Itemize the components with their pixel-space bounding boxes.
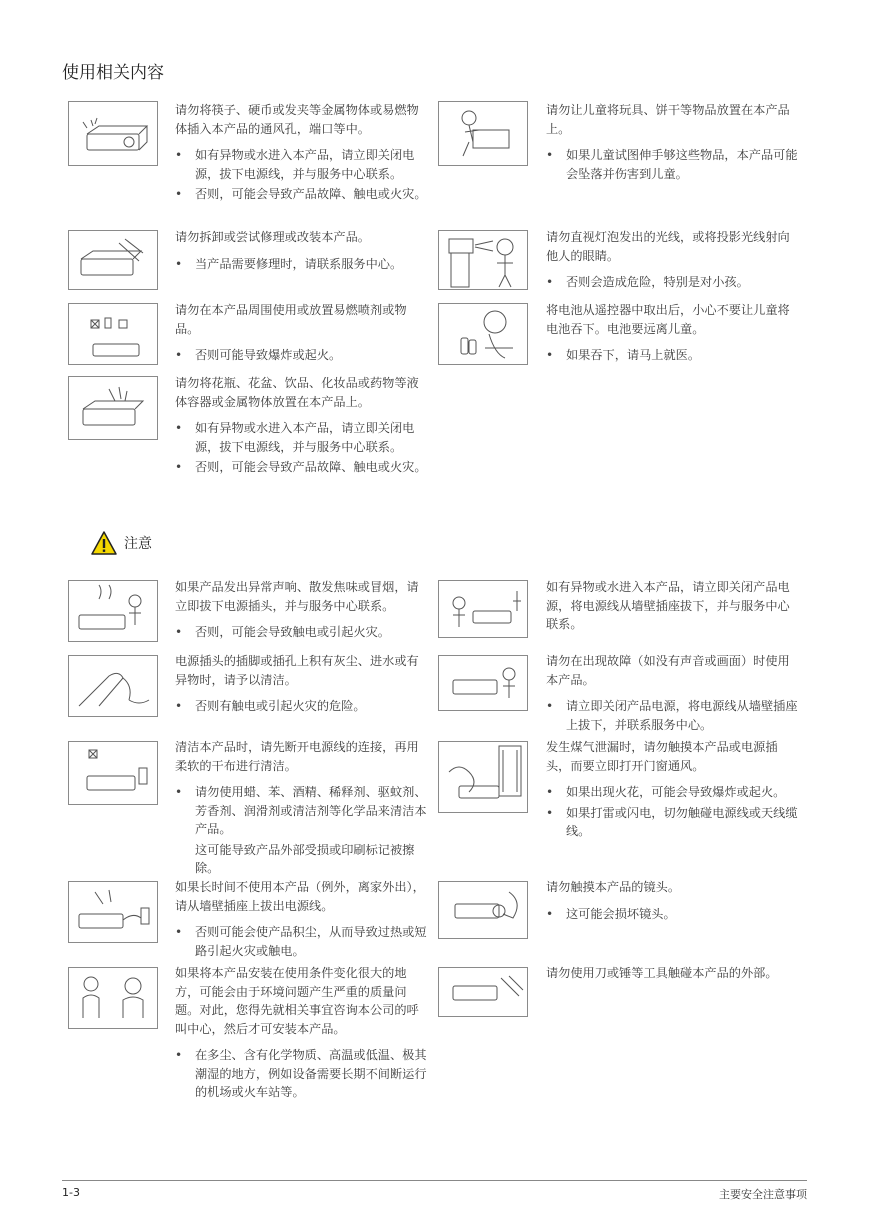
page-title: 使用相关内容 [62, 63, 164, 83]
flammable-spray-illustration [68, 303, 158, 365]
call-center-illustration [68, 967, 158, 1029]
cleaning-product-illustration [68, 741, 158, 805]
disassembly-illustration [68, 230, 158, 290]
caution-text: 如果产品发出异常声响、散发焦味或冒烟，请立即拔下电源插头，并与服务中心联系。 [175, 580, 419, 613]
bullet-item: • 请勿使用蜡、苯、酒精、稀释剂、驱蚊剂、芳香剂、润滑剂或清洁剂等化学品来清洁本产品。 [175, 783, 430, 839]
bullet-item: • 否则可能会使产品积尘，从而导致过热或短路引起火灾或触电。 [175, 923, 430, 960]
bullet-item: • 当产品需要修理时，请联系服务中心。 [175, 255, 430, 274]
caution-text: 如果将本产品安装在使用条件变化很大的地方，可能会由于环境问题产生严重的质量问题。对此，您得先就相关事宜咨询本公司的呼叫中心，然后才可安装本产品。 [175, 966, 419, 1036]
tools-illustration [438, 967, 528, 1017]
bullet-item: • 请立即关闭产品电源，将电源线从墙壁插座上拔下，并联系服务中心。 [546, 697, 801, 734]
caution-text: 如果长时间不使用本产品（例外，离家外出），请从墙壁插座上拔出电源线。 [175, 880, 425, 913]
caution-label: 注意 [124, 536, 152, 552]
projector-with-objects-illustration [68, 101, 158, 166]
touching-lens-illustration [438, 881, 528, 939]
caution-text: 清洁本产品时，请先断开电源线的连接，再用柔软的干布进行清洁。 [175, 740, 419, 773]
child-swallowing-battery-illustration [438, 303, 528, 365]
bullet-item: • 如果儿童试图伸手够这些物品，本产品可能会坠落并伤害到儿童。 [546, 146, 801, 183]
child-looking-at-light-illustration [438, 230, 528, 290]
warning-text: 将电池从遥控器中取出后，小心不要让儿童将电池吞下。电池要远离儿童。 [546, 303, 790, 336]
caution-heading [90, 530, 152, 556]
cleaning-plug-illustration [68, 655, 158, 717]
caution-text: 请勿触摸本产品的镜头。 [546, 880, 681, 894]
page-number: 1-3 [62, 1186, 80, 1199]
unplug-long-term-illustration [68, 881, 158, 943]
section-title: 主要安全注意事项 [719, 1188, 807, 1201]
warning-text: 请勿拆卸或尝试修理或改装本产品。 [175, 230, 370, 244]
bullet-item: • 这可能会损坏镜头。 [546, 905, 801, 924]
child-climbing-illustration [438, 101, 528, 166]
warning-text: 请勿直视灯泡发出的光线，或将投影光线射向他人的眼睛。 [546, 230, 790, 263]
bullet-item: • 否则会造成危险，特别是对小孩。 [546, 273, 801, 292]
bullet-item: • 否则，可能会导致产品故障、触电或火灾。 [175, 458, 430, 477]
bullet-item: • 如果打雷或闪电，切勿触碰电源线或天线缆线。 [546, 804, 801, 841]
malfunction-illustration [438, 655, 528, 711]
warning-text: 请勿将花瓶、花盆、饮品、化妆品或药物等液体容器或金属物体放置在本产品上。 [175, 376, 419, 409]
gas-leak-illustration [438, 741, 528, 813]
caution-text: 请勿使用刀或锤等工具触碰本产品的外部。 [546, 966, 778, 980]
bullet-item: • 否则可能导致爆炸或起火。 [175, 346, 430, 365]
liquid-container-illustration [68, 376, 158, 440]
warning-text: 请勿让儿童将玩具、饼干等物品放置在本产品上。 [546, 103, 790, 136]
bullet-continuation: 这可能导致产品外部受损或印刷标记被擦除。 [195, 842, 415, 875]
caution-text: 如有异物或水进入本产品，请立即关闭产品电源，将电源线从墙壁插座拔下，并与服务中心联系。 [546, 580, 790, 631]
unplug-wall-illustration [438, 580, 528, 638]
warning-text: 请勿将筷子、硬币或发夹等金属物体或易燃物体插入本产品的通风孔，端口等中。 [175, 103, 419, 136]
bullet-item: • 如果吞下，请马上就医。 [546, 346, 801, 365]
bullet-item: • 如有异物或水进入本产品，请立即关闭电源，拔下电源线，并与服务中心联系。 [175, 146, 430, 183]
bullet-item: • 在多尘、含有化学物质、高温或低温、极其潮湿的地方，例如设备需要长期不间断运行的机场或火车站等。 [175, 1046, 430, 1102]
footer-divider [62, 1180, 807, 1181]
bullet-item: • 如有异物或水进入本产品，请立即关闭电源，拔下电源线，并与服务中心联系。 [175, 419, 430, 456]
caution-text: 电源插头的插脚或插孔上积有灰尘、进水或有异物时，请予以清洁。 [175, 654, 419, 687]
bullet-item: • 否则，可能会导致触电或引起火灾。 [175, 623, 430, 642]
warning-triangle-icon [90, 530, 118, 556]
smoke-smell-illustration [68, 580, 158, 642]
warning-text: 请勿在本产品周围使用或放置易燃喷剂或物品。 [175, 303, 407, 336]
bullet-item: • 否则有触电或引起火灾的危险。 [175, 697, 430, 716]
caution-text: 发生煤气泄漏时，请勿触摸本产品或电源插头，而要立即打开门窗通风。 [546, 740, 778, 773]
bullet-item: • 否则，可能会导致产品故障、触电或火灾。 [175, 185, 430, 204]
caution-text: 请勿在出现故障（如没有声音或画面）时使用本产品。 [546, 654, 790, 687]
bullet-item: • 如果出现火花，可能会导致爆炸或起火。 [546, 783, 801, 802]
